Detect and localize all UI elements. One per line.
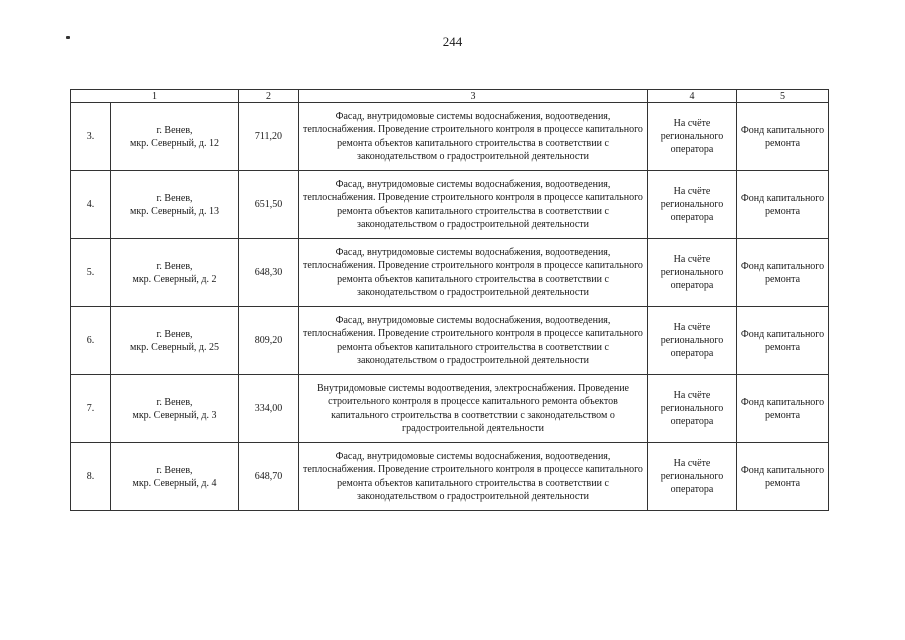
table-row <box>71 171 829 239</box>
table-row <box>71 375 829 443</box>
address-city: г. Венев, <box>156 124 193 136</box>
column-header-2: 2 <box>239 90 299 103</box>
column-header-3: 3 <box>299 90 648 103</box>
address-city: г. Венев, <box>156 192 193 204</box>
funding-source: Фонд капитального ремонта <box>737 375 829 443</box>
column-header-1: 1 <box>71 90 239 103</box>
table-row <box>71 307 829 375</box>
address-cell <box>111 307 239 375</box>
address-street: мкр. Северный, д. 2 <box>132 273 217 285</box>
works-description: Внутридомовые системы водоотведения, электроснабжения. Проведение строительного контроля в процессе капитального ремонта объектов капитального строительства в соответствии с законодательством о градостроительной деятельности <box>299 375 648 443</box>
account-type: На счёте регионального оператора <box>648 103 737 171</box>
address-cell <box>111 375 239 443</box>
area-value: 648,30 <box>239 239 299 307</box>
table-header-row <box>71 90 829 103</box>
table-row <box>71 103 829 171</box>
address-street: мкр. Северный, д. 3 <box>132 409 217 421</box>
row-number: 8. <box>71 443 111 511</box>
account-type: На счёте регионального оператора <box>648 443 737 511</box>
works-description: Фасад, внутридомовые системы водоснабжения, водоотведения, теплоснабжения. Проведение строительного контроля в процессе капитального ремонта объектов капитального строительства в соответствии с законодательством о градостроительной деятельности <box>299 239 648 307</box>
address-cell <box>111 239 239 307</box>
address-city: г. Венев, <box>156 396 193 408</box>
area-value: 334,00 <box>239 375 299 443</box>
area-value: 651,50 <box>239 171 299 239</box>
works-description: Фасад, внутридомовые системы водоснабжения, водоотведения, теплоснабжения. Проведение строительного контроля в процессе капитального ремонта объектов капитального строительства в соответствии с законодательством о градостроительной деятельности <box>299 103 648 171</box>
row-number: 6. <box>71 307 111 375</box>
column-header-5: 5 <box>737 90 829 103</box>
address-street: мкр. Северный, д. 12 <box>129 137 220 149</box>
address-city: г. Венев, <box>156 260 193 272</box>
row-number: 3. <box>71 103 111 171</box>
address-street: мкр. Северный, д. 25 <box>129 341 220 353</box>
repair-plan-table <box>70 89 829 511</box>
row-number: 4. <box>71 171 111 239</box>
account-type: На счёте регионального оператора <box>648 171 737 239</box>
area-value: 711,20 <box>239 103 299 171</box>
account-type: На счёте регионального оператора <box>648 239 737 307</box>
funding-source: Фонд капитального ремонта <box>737 443 829 511</box>
column-header-4: 4 <box>648 90 737 103</box>
funding-source: Фонд капитального ремонта <box>737 103 829 171</box>
row-number: 7. <box>71 375 111 443</box>
funding-source: Фонд капитального ремонта <box>737 239 829 307</box>
address-cell <box>111 443 239 511</box>
account-type: На счёте регионального оператора <box>648 307 737 375</box>
address-cell <box>111 103 239 171</box>
works-description: Фасад, внутридомовые системы водоснабжения, водоотведения, теплоснабжения. Проведение строительного контроля в процессе капитального ремонта объектов капитального строительства в соответствии с законодательством о градостроительной деятельности <box>299 443 648 511</box>
funding-source: Фонд капитального ремонта <box>737 307 829 375</box>
address-city: г. Венев, <box>156 328 193 340</box>
works-description: Фасад, внутридомовые системы водоснабжения, водоотведения, теплоснабжения. Проведение строительного контроля в процессе капитального ремонта объектов капитального строительства в соответствии с законодательством о градостроительной деятельности <box>299 171 648 239</box>
address-street: мкр. Северный, д. 4 <box>132 477 217 489</box>
address-cell <box>111 171 239 239</box>
area-value: 809,20 <box>239 307 299 375</box>
table-row <box>71 239 829 307</box>
address-city: г. Венев, <box>156 464 193 476</box>
table-row <box>71 443 829 511</box>
works-description: Фасад, внутридомовые системы водоснабжения, водоотведения, теплоснабжения. Проведение строительного контроля в процессе капитального ремонта объектов капитального строительства в соответствии с законодательством о градостроительной деятельности <box>299 307 648 375</box>
address-street: мкр. Северный, д. 13 <box>129 205 220 217</box>
row-number: 5. <box>71 239 111 307</box>
funding-source: Фонд капитального ремонта <box>737 171 829 239</box>
account-type: На счёте регионального оператора <box>648 375 737 443</box>
page-number: 244 <box>442 34 463 49</box>
area-value: 648,70 <box>239 443 299 511</box>
